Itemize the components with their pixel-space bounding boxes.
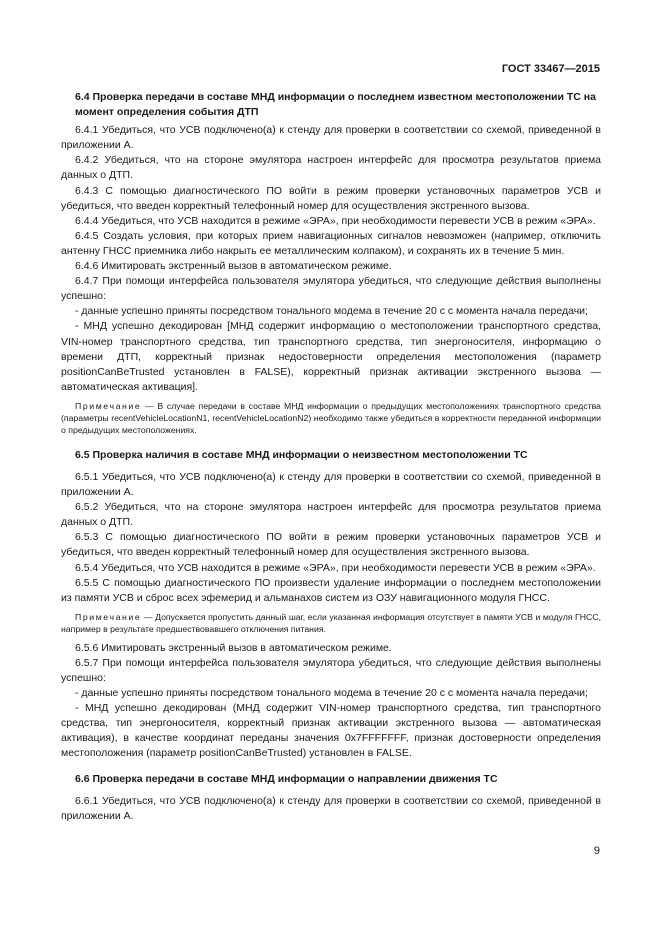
note-label: Примечание — [75, 400, 142, 411]
paragraph: 6.4.4 Убедиться, что УСВ находится в режиме «ЭРА», при необходимости перевести УСВ в режим «ЭРА». — [75, 214, 596, 227]
list-item: - данные успешно приняты посредством тонального модема в течение 20 с с момента начала передачи; — [75, 687, 588, 700]
list-item: - МНД успешно декодирован (МНД содержит VIN-номер транспортного средства, тип транспортного средства, тип энергоносителя, корректный признак активации экстренного вызова — автоматическая активация), в качестве координат переданы значения 0x7FFFFFFF, признак достоверности определения местоположения (параметр positionCanBeTrusted) установлен в FALSE. — [61, 702, 601, 760]
page-number: 9 — [593, 845, 600, 857]
paragraph: 6.5.3 С помощью диагностического ПО войти в режим проверки установочных параметров УСВ и убедиться, что введен корректный телефонный номер для осуществления экстренного вызова. — [61, 531, 601, 559]
note — [61, 400, 601, 436]
section-heading-6-4: 6.4 Проверка передачи в составе МНД информации о последнем известном местоположении ТС на момент определения события ДТП — [75, 91, 596, 119]
paragraph: 6.5.2 Убедиться, что на стороне эмулятора настроен интерфейс для просмотра результатов приема данных о ДТП. — [61, 501, 601, 529]
paragraph: 6.5.5 С помощью диагностического ПО произвести удаление информации о последнем местоположении из памяти УСВ и сброс всех эфемерид и альманахов систем из ОЗУ навигационного модуля ГНСС. — [61, 576, 601, 604]
list-item: - МНД успешно декодирован [МНД содержит информацию о местоположении транспортного средства, VIN-номер транспортного средства, тип транспортного средства, тип энергоносителя, информацию о времени ДТП, корректный признак недостоверности определения местоположения (параметр positionCanBeTrusted установлен в FALSE), корректный признак активации экстренного вызова — автоматическая активация]. — [61, 320, 601, 393]
document-code: ГОСТ 33467—2015 — [501, 63, 600, 75]
paragraph: 6.4.5 Создать условия, при которых прием навигационных сигналов невозможен (например, отключить антенну ГНСС приемника либо накрыть ее металлическим колпаком), и сохранять их в течение 5 мин. — [61, 229, 601, 257]
paragraph: 6.4.2 Убедиться, что на стороне эмулятора настроен интерфейс для просмотра результатов приема данных о ДТП. — [61, 154, 601, 182]
section-heading-6-6: 6.6 Проверка передачи в составе МНД информации о направлении движения ТС — [75, 772, 498, 785]
paragraph: 6.4.3 С помощью диагностического ПО войти в режим проверки установочных параметров УСВ и убедиться, что введен корректный телефонный номер для осуществления экстренного вызова. — [61, 184, 601, 212]
paragraph: 6.4.7 При помощи интерфейса пользователя эмулятора убедиться, что следующие действия выполнены успешно: — [61, 275, 601, 303]
paragraph: 6.5.7 При помощи интерфейса пользователя эмулятора убедиться, что следующие действия выполнены успешно: — [61, 656, 601, 684]
paragraph: 6.4.6 Имитировать экстренный вызов в автоматическом режиме. — [75, 260, 392, 273]
paragraph: 6.4.1 Убедиться, что УСВ подключено(а) к стенду для проверки в соответствии со схемой, приведенной в приложении А. — [61, 124, 601, 152]
list-item: - данные успешно приняты посредством тонального модема в течение 20 с с момента начала передачи; — [75, 305, 588, 318]
note-label: Примечание — [75, 611, 142, 622]
document-body — [61, 90, 601, 824]
paragraph: 6.6.1 Убедиться, что УСВ подключено(а) к стенду для проверки в соответствии со схемой, приведенной в приложении А. — [61, 794, 601, 822]
paragraph: 6.5.6 Имитировать экстренный вызов в автоматическом режиме. — [75, 641, 392, 654]
paragraph: 6.5.1 Убедиться, что УСВ подключено(а) к стенду для проверки в соответствии со схемой, приведенной в приложении А. — [61, 470, 601, 499]
section-heading-6-5: 6.5 Проверка наличия в составе МНД информации о неизвестном местоположении ТС — [75, 448, 528, 461]
paragraph: 6.5.4 Убедиться, что УСВ находится в режиме «ЭРА», при необходимости перевести УСВ в режим «ЭРА». — [75, 561, 596, 574]
note — [61, 611, 601, 635]
note-text: — Допускается пропустить данный шаг, если указанная информация отсутствует в памяти УСВ и модуля ГНСС, например в результате предшествовавшего отключения питания. — [61, 611, 601, 634]
note-text: — В случае передачи в составе МНД информации о предыдущих местоположениях транспортного средства (параметры recentVehicleLocationN1, recentVehicleLocationN2) необходимо также убедиться в корректности переданной информации о предыдущих местоположениях. — [61, 400, 601, 435]
